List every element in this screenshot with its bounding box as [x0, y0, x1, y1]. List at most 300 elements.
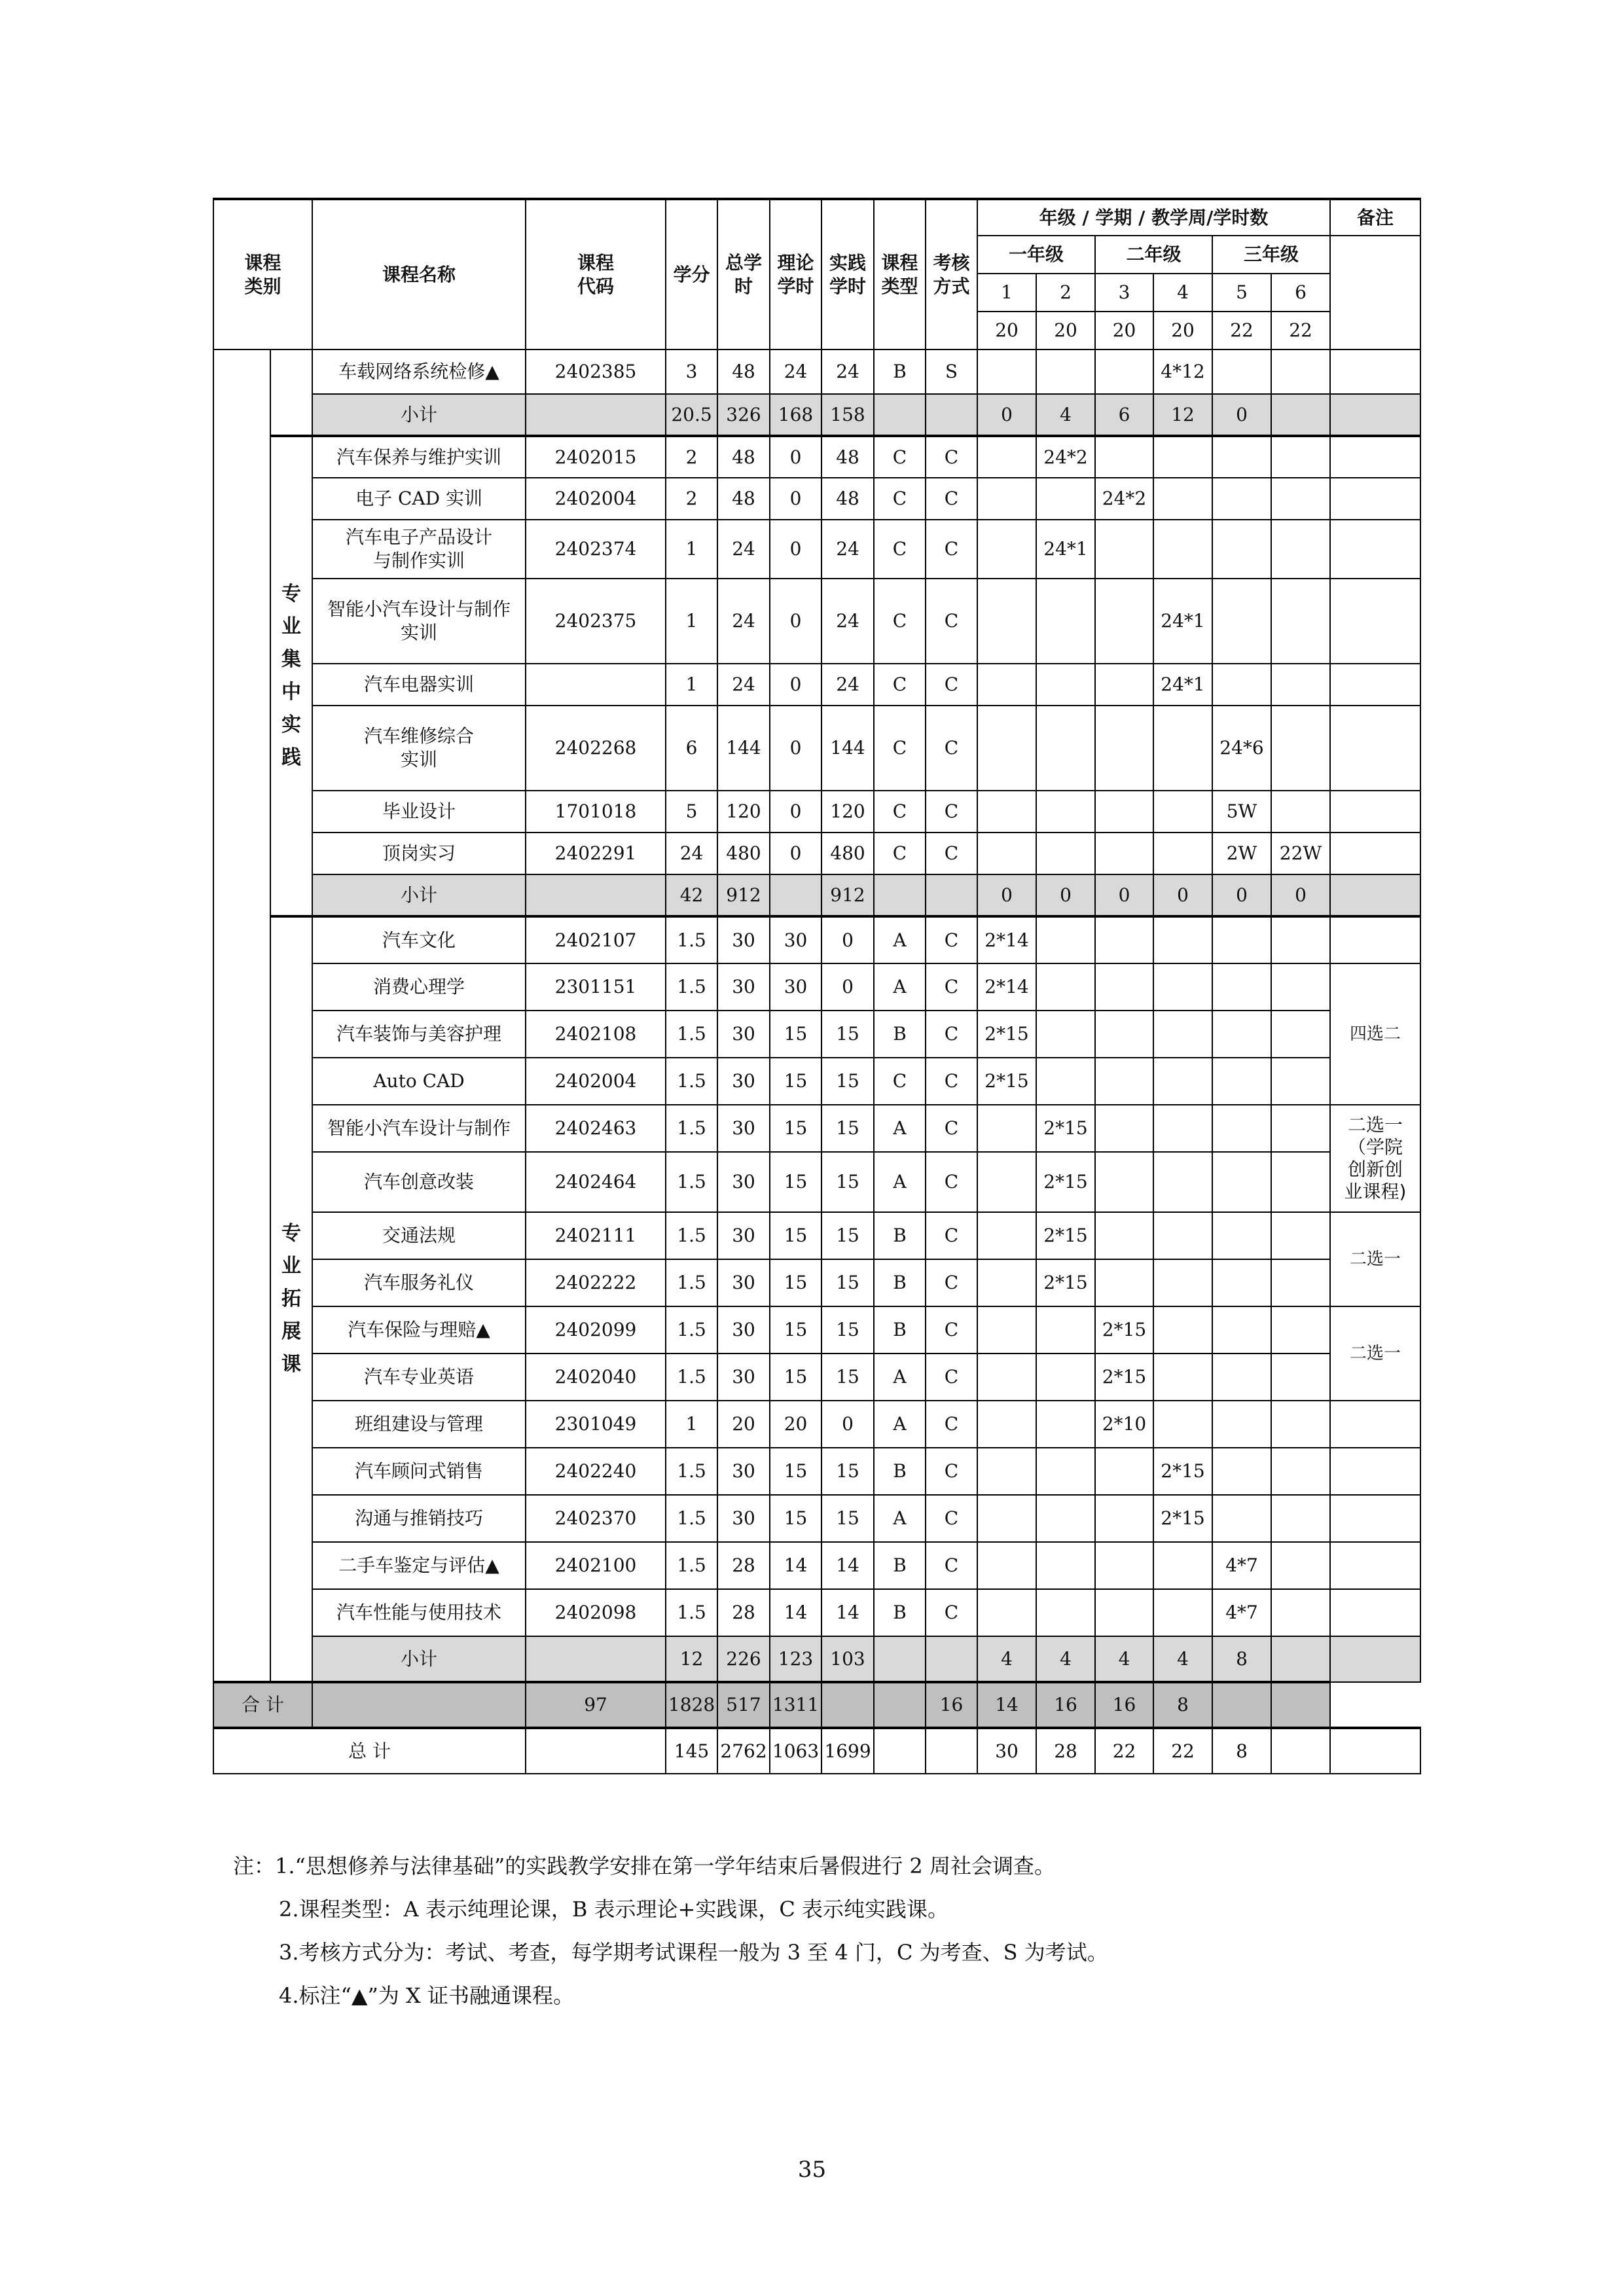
- table-row: [213, 1212, 1420, 1259]
- practice-hours: 15: [821, 1212, 874, 1259]
- subtotal-label: 小计: [312, 1636, 526, 1682]
- header-remark-blank: [1330, 236, 1420, 350]
- course-type: C: [874, 520, 926, 579]
- course-code: 2402100: [526, 1542, 666, 1589]
- header-semester: 4: [1153, 274, 1212, 312]
- semester-hours: 24*2: [1095, 478, 1153, 520]
- theory-hours: 0: [770, 579, 821, 664]
- header-weeks: 20: [1036, 312, 1095, 350]
- course-type: A: [874, 1152, 926, 1212]
- semester-hours: 0: [1271, 874, 1330, 916]
- theory-hours: 15: [770, 1354, 821, 1401]
- credit: 1.5: [666, 1105, 717, 1152]
- semester-hours: [1036, 916, 1095, 963]
- semester-hours: [1271, 916, 1330, 963]
- header-weeks: 22: [1212, 312, 1271, 350]
- course-type: A: [874, 916, 926, 963]
- course-type: C: [874, 791, 926, 833]
- semester-hours: [977, 664, 1036, 706]
- semester-hours: [1036, 1448, 1095, 1495]
- practice-hours: 24: [821, 579, 874, 664]
- theory-hours: 0: [770, 833, 821, 874]
- remark-cell: [1330, 1401, 1420, 1448]
- total-hours: 912: [717, 874, 770, 916]
- theory-hours: 0: [770, 706, 821, 791]
- credit: 5: [666, 791, 717, 833]
- credit: 1.5: [666, 1448, 717, 1495]
- semester-hours: [1036, 963, 1095, 1011]
- course-type: A: [874, 1354, 926, 1401]
- semester-hours: [1271, 706, 1330, 791]
- semester-hours: 2*15: [1036, 1105, 1095, 1152]
- semester-hours: [1271, 436, 1330, 478]
- course-name: 交通法规: [312, 1212, 526, 1259]
- practice-hours: 15: [821, 1058, 874, 1105]
- semester-hours: 8: [1212, 1636, 1271, 1682]
- semester-hours: [1153, 1259, 1212, 1306]
- table-row: [213, 1058, 1420, 1105]
- header-grade-title: 年级 / 学期 / 教学周/学时数: [977, 199, 1330, 236]
- course-code: 2402385: [526, 350, 666, 394]
- blank-cell: [874, 1728, 926, 1774]
- practice-hours: 24: [821, 520, 874, 579]
- exam-method: C: [926, 579, 977, 664]
- total-hours: 30: [717, 1448, 770, 1495]
- note-line: 4.标注“▲”为 X 证书融通课程。: [279, 1983, 574, 2008]
- remark-cell: [1330, 706, 1420, 791]
- semester-hours: [1212, 1401, 1271, 1448]
- course-code: 2301049: [526, 1401, 666, 1448]
- semester-hours: [1271, 1105, 1330, 1152]
- theory-hours: 0: [770, 520, 821, 579]
- semester-hours: 0: [1153, 874, 1212, 916]
- exam-method: C: [926, 791, 977, 833]
- theory-hours: [770, 874, 821, 916]
- total-hours: 24: [717, 579, 770, 664]
- course-name: 顶岗实习: [312, 833, 526, 874]
- header-semester: 2: [1036, 274, 1095, 312]
- exam-method: C: [926, 1058, 977, 1105]
- semester-hours: [1095, 1105, 1153, 1152]
- remark-cell: [1330, 350, 1420, 394]
- semester-hours: [977, 579, 1036, 664]
- total-hours: 30: [717, 1011, 770, 1058]
- remark-choose: 二选一 （学院 创新创 业课程): [1330, 1105, 1420, 1212]
- semester-hours: [1095, 1058, 1153, 1105]
- table-row: [213, 579, 1420, 664]
- exam-method: C: [926, 1448, 977, 1495]
- course-name: Auto CAD: [312, 1058, 526, 1105]
- course-type: B: [874, 1589, 926, 1636]
- exam-method: C: [926, 916, 977, 963]
- course-name: 毕业设计: [312, 791, 526, 833]
- semester-hours: [977, 520, 1036, 579]
- course-code: 2402291: [526, 833, 666, 874]
- semester-hours: 5W: [1212, 791, 1271, 833]
- course-code: 2402111: [526, 1212, 666, 1259]
- table-row: [213, 874, 1420, 916]
- semester-hours: 2*15: [1036, 1259, 1095, 1306]
- remark-cell: [1271, 1682, 1330, 1728]
- course-name: 汽车电器实训: [312, 664, 526, 706]
- course-code: 2402374: [526, 520, 666, 579]
- table-row: [213, 1401, 1420, 1448]
- course-type: C: [874, 664, 926, 706]
- course-type: B: [874, 1212, 926, 1259]
- semester-hours: 4*12: [1153, 350, 1212, 394]
- course-type: A: [874, 963, 926, 1011]
- semester-hours: [1095, 706, 1153, 791]
- total-hours: 28: [717, 1542, 770, 1589]
- semester-hours: [1095, 1152, 1153, 1212]
- course-name: 汽车装饰与美容护理: [312, 1011, 526, 1058]
- credit: 1.5: [666, 1212, 717, 1259]
- semester-hours: [1153, 436, 1212, 478]
- semester-hours: [1095, 963, 1153, 1011]
- semester-hours: [1036, 1011, 1095, 1058]
- semester-hours: [1153, 963, 1212, 1011]
- exam-method: C: [926, 1589, 977, 1636]
- table-row: [213, 436, 1420, 478]
- course-code: 2402463: [526, 1105, 666, 1152]
- table-row: [213, 1306, 1420, 1354]
- course-name: 汽车电子产品设计 与制作实训: [312, 520, 526, 579]
- credit: 6: [666, 706, 717, 791]
- course-type: A: [874, 1105, 926, 1152]
- blank-cell: [874, 1636, 926, 1682]
- semester-hours: [977, 436, 1036, 478]
- table-row: [213, 199, 1420, 236]
- header-weeks: 20: [1095, 312, 1153, 350]
- semester-hours: [977, 1152, 1036, 1212]
- semester-hours: [1212, 1448, 1271, 1495]
- note-line: 注：1.“思想修养与法律基础”的实践教学安排在第一学年结束后暑假进行 2 周社会调查。: [233, 1854, 1055, 1878]
- semester-hours: [977, 1401, 1036, 1448]
- credit: 1.5: [666, 1495, 717, 1542]
- grand-total-label: 总 计: [213, 1728, 526, 1774]
- semester-hours: [1036, 1542, 1095, 1589]
- credit: 3: [666, 350, 717, 394]
- total-hours: 30: [717, 1259, 770, 1306]
- total-hours: 30: [717, 1105, 770, 1152]
- semester-hours: 24*2: [1036, 436, 1095, 478]
- semester-hours: [1271, 478, 1330, 520]
- exam-method: C: [926, 1105, 977, 1152]
- semester-hours: [1212, 1354, 1271, 1401]
- header-year: 一年级: [977, 236, 1095, 274]
- exam-method: C: [926, 1011, 977, 1058]
- theory-hours: 15: [770, 1259, 821, 1306]
- semester-hours: [1271, 1011, 1330, 1058]
- total-hours: 30: [717, 1495, 770, 1542]
- remark-cell: [1330, 520, 1420, 579]
- semester-hours: [1212, 1495, 1271, 1542]
- remark-cell: [1330, 874, 1420, 916]
- remark-choose: 四选二: [1330, 963, 1420, 1105]
- practice-hours: 1699: [821, 1728, 874, 1774]
- semester-hours: [977, 1542, 1036, 1589]
- course-code: 2402268: [526, 706, 666, 791]
- course-type: C: [874, 706, 926, 791]
- table-row: [213, 1495, 1420, 1542]
- table-row: [213, 1011, 1420, 1058]
- header-credit: 学分: [666, 199, 717, 350]
- semester-hours: [1212, 1306, 1271, 1354]
- remark-cell: [1330, 1636, 1420, 1682]
- table-row: [213, 1682, 1420, 1728]
- semester-hours: [977, 1259, 1036, 1306]
- exam-method: C: [926, 1354, 977, 1401]
- semester-hours: 4: [1095, 1636, 1153, 1682]
- practice-hours: 14: [821, 1542, 874, 1589]
- header-remark: 备注: [1330, 199, 1420, 236]
- note-line: 2.课程类型：A 表示纯理论课，B 表示理论+实践课，C 表示纯实践课。: [279, 1897, 948, 1922]
- course-type: C: [874, 1058, 926, 1105]
- course-name: 二手车鉴定与评估▲: [312, 1542, 526, 1589]
- semester-hours: [1095, 664, 1153, 706]
- semester-hours: [1271, 1542, 1330, 1589]
- semester-hours: [1153, 706, 1212, 791]
- remark-cell: [1330, 1448, 1420, 1495]
- semester-hours: 24*1: [1036, 520, 1095, 579]
- table-row: [213, 1448, 1420, 1495]
- semester-hours: [1095, 916, 1153, 963]
- theory-hours: 15: [770, 1495, 821, 1542]
- semester-hours: 24*1: [1153, 579, 1212, 664]
- semester-hours: [1036, 1589, 1095, 1636]
- course-name: 智能小汽车设计与制作 实训: [312, 579, 526, 664]
- header-year: 三年级: [1212, 236, 1330, 274]
- semester-hours: 16: [1095, 1682, 1153, 1728]
- semester-hours: 2*10: [1095, 1401, 1153, 1448]
- course-type: C: [874, 478, 926, 520]
- theory-hours: 15: [770, 1058, 821, 1105]
- total-hours: 30: [717, 963, 770, 1011]
- course-code: 2402107: [526, 916, 666, 963]
- semester-hours: [1271, 791, 1330, 833]
- semester-hours: 0: [977, 394, 1036, 436]
- semester-hours: 28: [1036, 1728, 1095, 1774]
- total-label: 合 计: [213, 1682, 312, 1728]
- practice-hours: 912: [821, 874, 874, 916]
- theory-hours: 15: [770, 1448, 821, 1495]
- semester-hours: [977, 478, 1036, 520]
- semester-hours: [977, 1589, 1036, 1636]
- credit: 1.5: [666, 1011, 717, 1058]
- remark-cell: [1330, 833, 1420, 874]
- semester-hours: 24*6: [1212, 706, 1271, 791]
- semester-hours: [1153, 1105, 1212, 1152]
- total-hours: 24: [717, 520, 770, 579]
- credit: 1: [666, 664, 717, 706]
- practice-hours: 15: [821, 1105, 874, 1152]
- remark-cell: [1330, 1495, 1420, 1542]
- practice-hours: 48: [821, 436, 874, 478]
- exam-method: C: [926, 1401, 977, 1448]
- exam-method: C: [926, 520, 977, 579]
- semester-hours: [1153, 1152, 1212, 1212]
- credit: 2: [666, 478, 717, 520]
- total-hours: 48: [717, 436, 770, 478]
- semester-hours: 2*15: [977, 1011, 1036, 1058]
- semester-hours: [1036, 1495, 1095, 1542]
- semester-hours: [1095, 1495, 1153, 1542]
- semester-hours: [1271, 963, 1330, 1011]
- practice-hours: 15: [821, 1259, 874, 1306]
- blank-cell: [874, 874, 926, 916]
- exam-method: C: [926, 664, 977, 706]
- semester-hours: 16: [926, 1682, 977, 1728]
- course-name: 汽车保养与维护实训: [312, 436, 526, 478]
- credit: 20.5: [666, 394, 717, 436]
- total-hours: 480: [717, 833, 770, 874]
- credit: 2: [666, 436, 717, 478]
- semester-hours: [1036, 706, 1095, 791]
- note-line: 3.考核方式分为：考试、考查，每学期考试课程一般为 3 至 4 门，C 为考查、S 为考试。: [279, 1940, 1108, 1965]
- exam-method: C: [926, 1152, 977, 1212]
- total-hours: 28: [717, 1589, 770, 1636]
- total-hours: 30: [717, 1354, 770, 1401]
- remark-choose: 二选一: [1330, 1212, 1420, 1306]
- course-code: 2301151: [526, 963, 666, 1011]
- course-name: 汽车服务礼仪: [312, 1259, 526, 1306]
- semester-hours: [1271, 664, 1330, 706]
- table-row: [213, 833, 1420, 874]
- semester-hours: 12: [1153, 394, 1212, 436]
- semester-hours: [1271, 1058, 1330, 1105]
- total-hours: 326: [717, 394, 770, 436]
- semester-hours: 2*15: [977, 1058, 1036, 1105]
- course-type: A: [874, 1401, 926, 1448]
- blank-cell: [926, 874, 977, 916]
- semester-hours: [1036, 1401, 1095, 1448]
- semester-hours: [1212, 1152, 1271, 1212]
- course-type: C: [874, 436, 926, 478]
- semester-hours: 14: [977, 1682, 1036, 1728]
- practice-hours: 14: [821, 1589, 874, 1636]
- blank-cell: [526, 1636, 666, 1682]
- semester-hours: [1271, 1306, 1330, 1354]
- theory-hours: 15: [770, 1306, 821, 1354]
- category-left-blank: [213, 350, 270, 1682]
- header-exam-method: 考核 方式: [926, 199, 977, 350]
- semester-hours: [1036, 1306, 1095, 1354]
- theory-hours: 0: [770, 478, 821, 520]
- credit: 1: [666, 579, 717, 664]
- theory-hours: 168: [770, 394, 821, 436]
- practice-hours: 15: [821, 1152, 874, 1212]
- header-total-hours: 总学 时: [717, 199, 770, 350]
- table-row: [213, 1728, 1420, 1774]
- theory-hours: 15: [770, 1212, 821, 1259]
- credit: 145: [666, 1728, 717, 1774]
- course-code: [526, 664, 666, 706]
- semester-hours: 2*15: [1036, 1212, 1095, 1259]
- semester-hours: [1153, 520, 1212, 579]
- course-code: 2402015: [526, 436, 666, 478]
- remark-cell: [1330, 394, 1420, 436]
- semester-hours: 6: [1095, 394, 1153, 436]
- practice-hours: 158: [821, 394, 874, 436]
- semester-hours: [1212, 1105, 1271, 1152]
- semester-hours: 22W: [1271, 833, 1330, 874]
- theory-hours: 0: [770, 791, 821, 833]
- remark-cell: [1330, 916, 1420, 963]
- notes-block: [233, 1844, 1411, 2017]
- header-semester: 3: [1095, 274, 1153, 312]
- semester-hours: [1271, 1728, 1330, 1774]
- blank-cell: [526, 1728, 666, 1774]
- semester-hours: [1095, 1259, 1153, 1306]
- total-hours: 24: [717, 664, 770, 706]
- semester-hours: 2*15: [1095, 1354, 1153, 1401]
- theory-hours: 14: [770, 1589, 821, 1636]
- header-name: 课程名称: [312, 199, 526, 350]
- exam-method: C: [926, 963, 977, 1011]
- semester-hours: [1036, 579, 1095, 664]
- semester-hours: [977, 1306, 1036, 1354]
- semester-hours: [1095, 579, 1153, 664]
- credit: 1.5: [666, 1354, 717, 1401]
- semester-hours: 0: [1036, 874, 1095, 916]
- semester-hours: [1153, 478, 1212, 520]
- course-type: A: [874, 1495, 926, 1542]
- practice-hours: 103: [821, 1636, 874, 1682]
- semester-hours: [1271, 1212, 1330, 1259]
- semester-hours: [1036, 350, 1095, 394]
- semester-hours: [1153, 1542, 1212, 1589]
- course-name: 汽车创意改装: [312, 1152, 526, 1212]
- credit: 12: [666, 1636, 717, 1682]
- semester-hours: 2*15: [1036, 1152, 1095, 1212]
- category-practice: 专 业 集 中 实 践: [270, 436, 312, 916]
- theory-hours: 0: [770, 664, 821, 706]
- total-hours: 48: [717, 478, 770, 520]
- table-row: [213, 1636, 1420, 1682]
- exam-method: C: [926, 1259, 977, 1306]
- page-number: 35: [797, 2157, 827, 2183]
- credit: 1.5: [666, 1306, 717, 1354]
- practice-hours: 48: [821, 478, 874, 520]
- blank-cell: [926, 1728, 977, 1774]
- practice-hours: 144: [821, 706, 874, 791]
- exam-method: C: [926, 1542, 977, 1589]
- semester-hours: [1153, 1306, 1212, 1354]
- table-row: [213, 350, 1420, 394]
- credit: 1.5: [666, 963, 717, 1011]
- practice-hours: 15: [821, 1011, 874, 1058]
- semester-hours: [1153, 791, 1212, 833]
- practice-hours: 480: [821, 833, 874, 874]
- semester-hours: [977, 350, 1036, 394]
- semester-hours: [1095, 1589, 1153, 1636]
- semester-hours: [1095, 1448, 1153, 1495]
- course-name: 汽车专业英语: [312, 1354, 526, 1401]
- semester-hours: 2*14: [977, 963, 1036, 1011]
- course-code: 2402108: [526, 1011, 666, 1058]
- remark-cell: [1330, 579, 1420, 664]
- semester-hours: 24*1: [1153, 664, 1212, 706]
- semester-hours: 4: [1153, 1636, 1212, 1682]
- course-name: 智能小汽车设计与制作: [312, 1105, 526, 1152]
- semester-hours: [1271, 520, 1330, 579]
- semester-hours: 4: [1036, 394, 1095, 436]
- table-row: [213, 478, 1420, 520]
- table-row: [213, 916, 1420, 963]
- table-row: [213, 1152, 1420, 1212]
- course-code: 2402370: [526, 1495, 666, 1542]
- remark-cell: [1330, 1728, 1420, 1774]
